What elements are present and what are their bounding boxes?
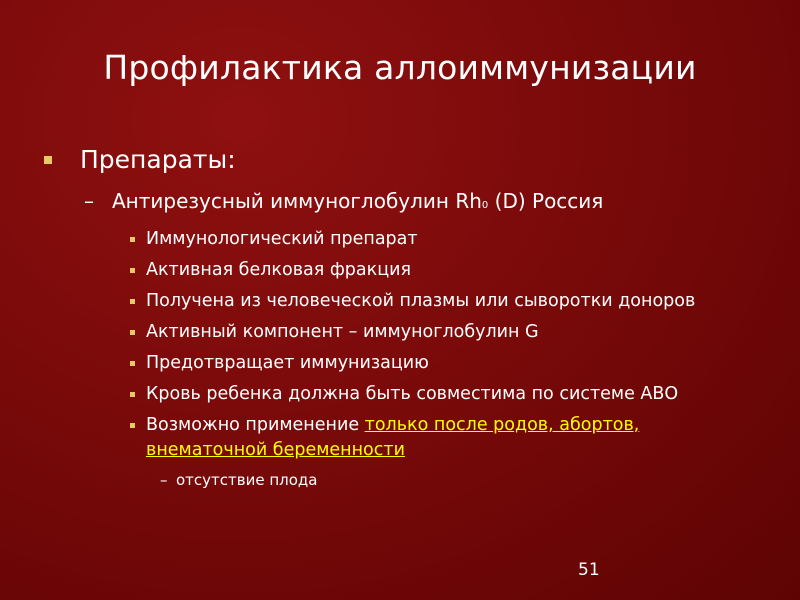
level2-text: Антирезусный иммуноглобулин Rh bbox=[112, 189, 482, 213]
level2-text-after: (D) Россия bbox=[488, 189, 604, 213]
list-item bbox=[40, 382, 706, 407]
slide-title: Профилактика аллоиммунизации bbox=[103, 48, 697, 87]
square-bullet-icon bbox=[130, 299, 135, 304]
sub-list-item bbox=[40, 469, 760, 491]
level2-subscript: 0 bbox=[481, 200, 489, 211]
list-item-text: Иммунологический препарат bbox=[146, 229, 418, 249]
list-item-text: Активный компонент – иммуноглобулин G bbox=[146, 322, 539, 342]
bullet-level1 bbox=[40, 142, 760, 178]
page-number: 51 bbox=[578, 560, 600, 580]
list-item-text: Получена из человеческой плазмы или сыворотки доноров bbox=[146, 291, 696, 311]
list-item-text: Возможно применение bbox=[146, 415, 365, 435]
list-item bbox=[40, 258, 706, 283]
list-item bbox=[40, 227, 706, 252]
list-item bbox=[40, 413, 706, 463]
list-item bbox=[40, 289, 706, 314]
list-item-text: Активная белковая фракция bbox=[146, 260, 412, 280]
list-item-text: Предотвращает иммунизацию bbox=[146, 353, 429, 373]
square-bullet-icon bbox=[130, 330, 135, 335]
square-bullet-icon bbox=[130, 361, 135, 366]
sub-list-item-text: отсутствие плода bbox=[176, 471, 318, 489]
dash-bullet: – bbox=[84, 189, 94, 213]
square-bullet-icon bbox=[130, 423, 135, 428]
hyperlink[interactable]: только после родов, абортов, внематочной беременности bbox=[146, 415, 640, 460]
slide-content bbox=[40, 142, 760, 491]
list-item-text: Кровь ребенка должна быть совместима по системе АВО bbox=[146, 384, 679, 404]
square-bullet-icon bbox=[130, 268, 135, 273]
level1-text: Препараты: bbox=[80, 145, 236, 174]
list-item bbox=[40, 320, 706, 345]
list-item bbox=[40, 351, 706, 376]
square-bullet-icon bbox=[44, 156, 52, 164]
square-bullet-icon bbox=[130, 392, 135, 397]
bullet-level2 bbox=[40, 186, 760, 221]
square-bullet-icon bbox=[130, 237, 135, 242]
dash-bullet: – bbox=[160, 471, 168, 489]
